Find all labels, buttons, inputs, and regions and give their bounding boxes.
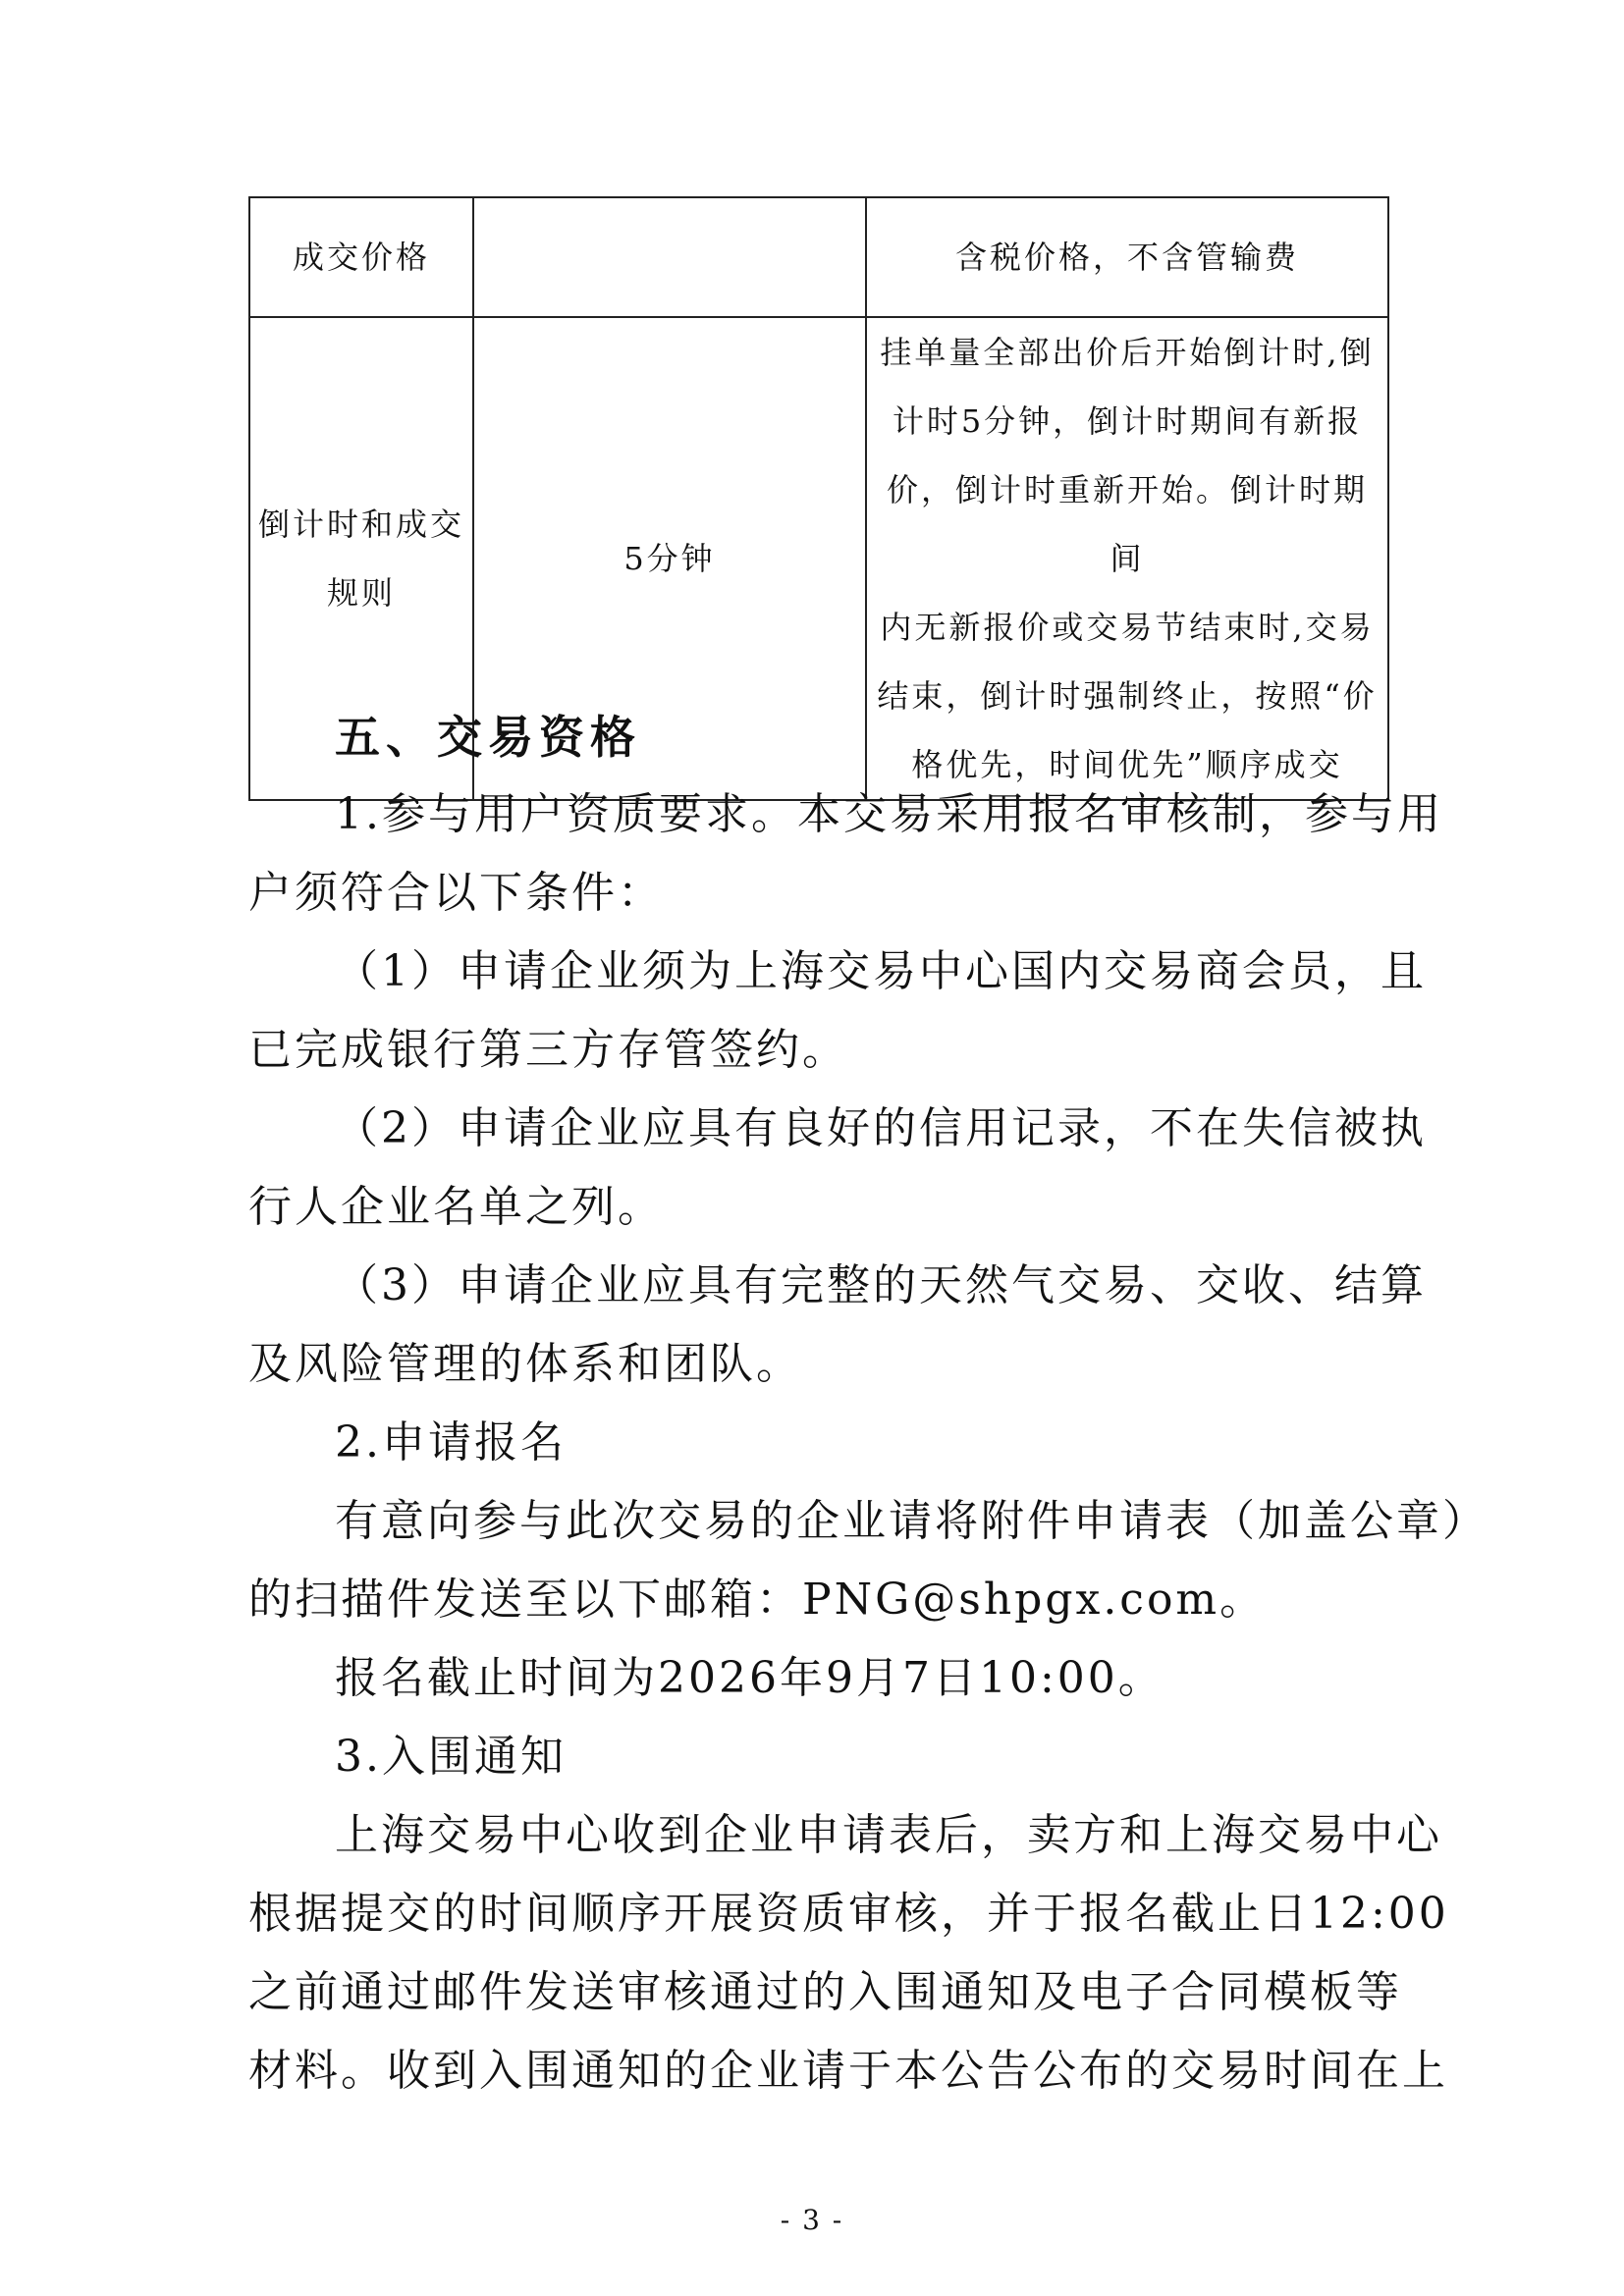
paragraph-line: 1.参与用户资质要求。本交易采用报名审核制，参与用 [335,789,1443,839]
page-number: - 3 - [780,2204,844,2236]
paragraph-line: 材料。收到入围通知的企业请于本公告公布的交易时间在上 [248,2046,1448,2096]
table-cell-value [473,197,866,317]
paragraph [248,1247,1427,1404]
paragraph [248,1482,1489,1639]
paragraph [248,775,1443,933]
paragraph [248,1404,1387,1482]
table-cell-label: 成交价格 [249,197,473,317]
paragraph-line: 及风险管理的体系和团队。 [248,1339,802,1389]
paragraph [248,1090,1427,1247]
paragraph-line: （3）申请企业应具有完整的天然气交易、交收、结算 [335,1260,1427,1310]
paragraph [248,933,1427,1090]
paragraph-line: （1）申请企业须为上海交易中心国内交易商会员，且 [335,946,1427,996]
paragraph [248,1796,1449,2110]
paragraph-line: 3.入围通知 [335,1732,567,1782]
table-cell-value: 5分钟 [473,317,866,800]
table-cell-description: 含税价格，不含管输费 [866,197,1388,317]
table-row [249,197,1388,317]
paragraph [248,1639,1387,1718]
table-cell-label: 倒计时和成交 规则 [249,317,473,800]
paragraph-line: 报名截止时间为2026年9月7日10:00。 [335,1653,1164,1703]
table-cell-description: 挂单量全部出价后开始倒计时,倒 计时5分钟，倒计时期间有新报 价，倒计时重新开始。倒计时期间 内无新报价或交易节结束时,交易 结束，倒计时强制终止，按照“价 格优先，时间优先”顺序成交 [866,317,1388,800]
paragraph [248,1718,1387,1796]
paragraph-line: 有意向参与此次交易的企业请将附件申请表（加盖公章） [335,1496,1489,1546]
section-heading: 五、交易资格 [335,711,641,764]
paragraph-line: （2）申请企业应具有良好的信用记录，不在失信被执 [335,1103,1427,1153]
paragraph-line: 的扫描件发送至以下邮箱：PNG@shpgx.com。 [248,1575,1267,1625]
paragraph-line: 行人企业名单之列。 [248,1182,664,1232]
paragraph-line: 已完成银行第三方存管签约。 [248,1025,848,1075]
paragraph-line: 上海交易中心收到企业申请表后，卖方和上海交易中心 [335,1810,1442,1860]
paragraph-line: 之前通过邮件发送审核通过的入围通知及电子合同模板等 [248,1967,1402,2017]
paragraph-line: 根据提交的时间顺序开展资质审核，并于报名截止日12:00 [248,1889,1449,1939]
paragraph-line: 户须符合以下条件： [248,868,664,918]
paragraph-line: 2.申请报名 [335,1417,567,1468]
